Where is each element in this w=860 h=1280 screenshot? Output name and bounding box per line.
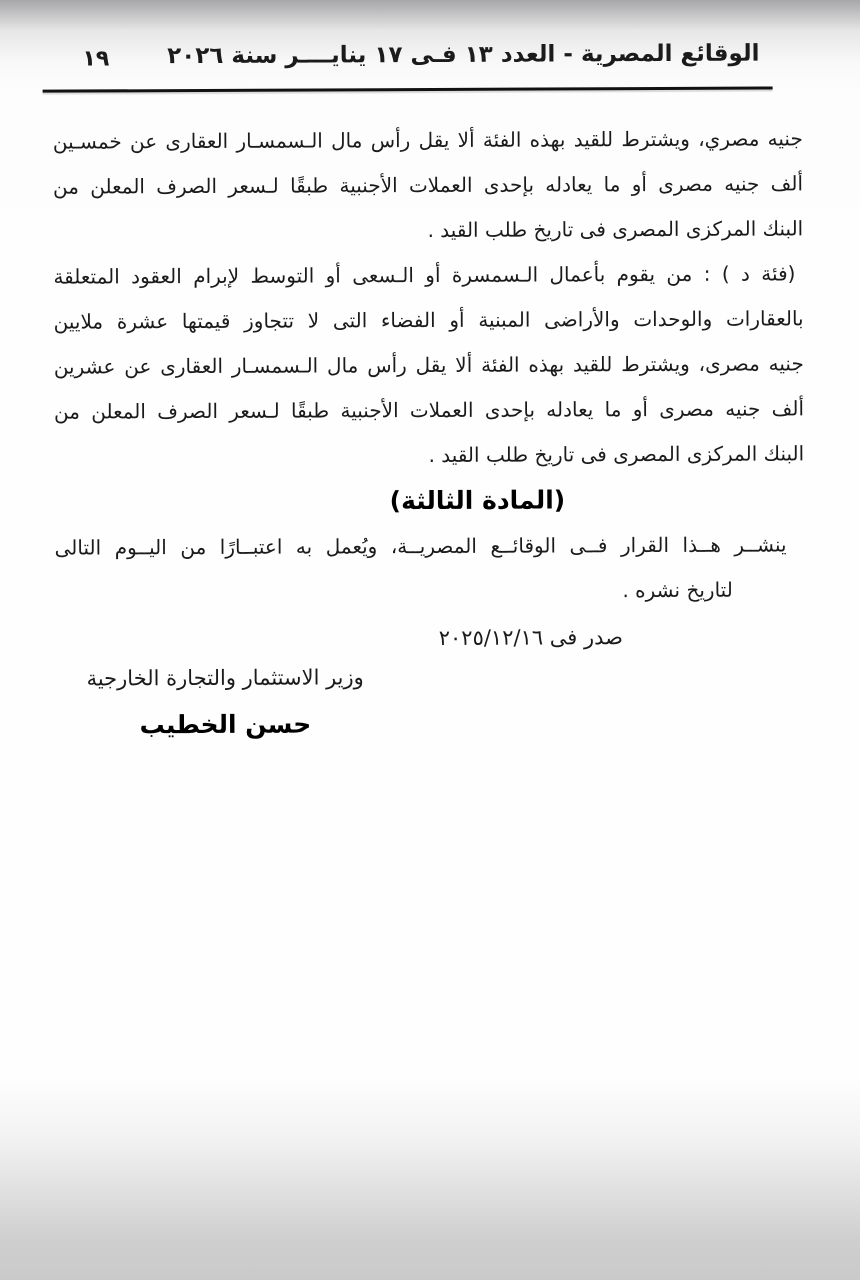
issued-date-line: صدر فى ٢٠٢٥/١٢/١٦ <box>438 625 624 650</box>
document-body <box>53 116 806 747</box>
body-line: ألف جنيه مصرى أو ما يعادله بإحدى العملات الأجنبية طبقًا لـسعر الصرف المعلن من <box>53 396 805 424</box>
minister-title: وزير الاستثمار والتجارة الخارجية <box>86 665 364 691</box>
body-line: البنك المركزى المصرى فى تاريخ طلب القيد . <box>427 216 804 243</box>
body-line: البنك المركزى المصرى فى تاريخ طلب القيد . <box>428 441 805 468</box>
body-line: (فئة د ) : من يقوم بأعمال الـسمسرة أو الـسعى أو التوسط لإبرام العقود المتعلقة <box>53 261 796 289</box>
page-number: ١٩ <box>82 46 110 72</box>
body-line: لتاريخ نشره . <box>622 577 733 603</box>
paragraph <box>53 251 804 479</box>
body-line: ينشــر هــذا القرار فــى الوقائــع المصريــة، ويُعمل به اعتبــارًا من اليــوم التالى <box>54 532 787 560</box>
body-line: بالعقارات والوحدات والأراضى المبنية أو الفضاء التى لا تتجاوز قيمتها عشرة ملايين <box>53 306 804 334</box>
body-line: ألف جنيه مصرى أو ما يعادله بإحدى العملات الأجنبية طبقًا لـسعر الصرف المعلن من <box>52 171 804 199</box>
body-line: جنيه مصري، ويشترط للقيد بهذه الفئة ألا يقل رأس مال الـسمسـار العقارى عن خمسـين <box>52 126 803 154</box>
signature-block <box>75 658 375 747</box>
closing-paragraph <box>54 522 804 615</box>
header-rule <box>43 86 773 92</box>
paragraph <box>54 522 804 615</box>
minister-name: حسن الخطيب <box>139 709 312 740</box>
gazette-header <box>0 40 858 82</box>
paragraph <box>53 116 804 254</box>
gazette-header-title: الوقائع المصرية - العدد ١٣ فـى ١٧ ينايــــر سنة ٢٠٢٦ <box>167 40 760 70</box>
article-heading: (المادة الثالثة) <box>389 485 566 516</box>
body-line: جنيه مصرى، ويشترط للقيد بهذه الفئة ألا يقل رأس مال الـسمسـار العقارى عن عشرين <box>53 351 804 379</box>
body-paragraphs <box>53 116 805 479</box>
